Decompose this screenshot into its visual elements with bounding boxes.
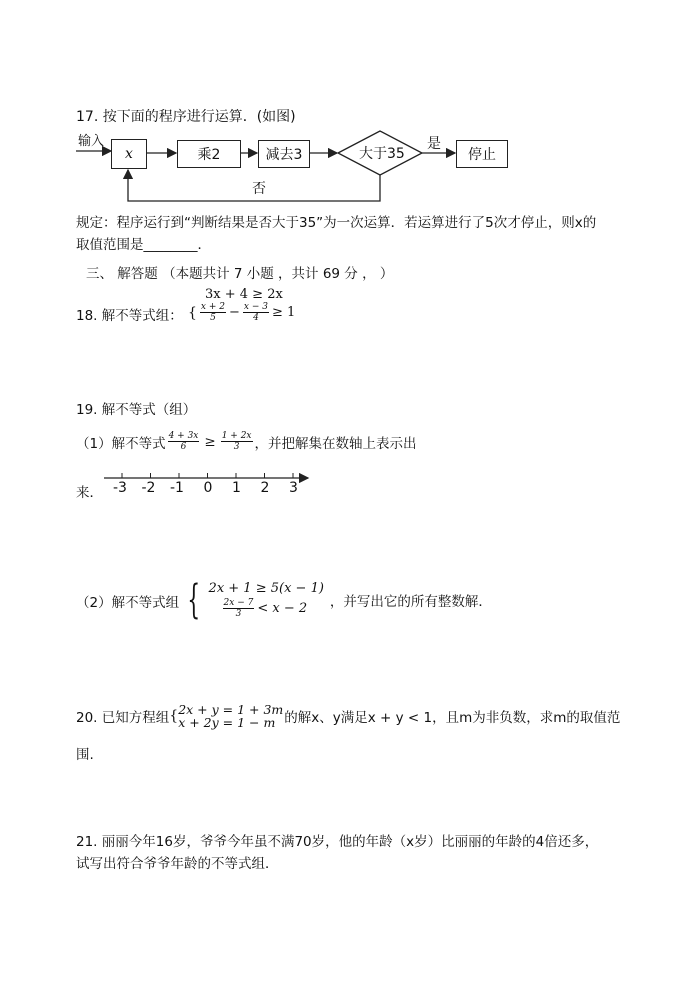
q19-p1-frac-left: $\frac{4 + 3x}{6}$ [168,431,199,452]
q18-line1: 3x + 4 ≥ 2x [205,287,283,302]
q18-brace: { [188,304,197,321]
flow-input-label: 输入 [78,134,105,149]
q19-p2-frac: $\frac{2x - 7}{3}$ [223,598,254,619]
q19-part2 [76,577,492,623]
number-line-tick-label: 1 [232,480,241,496]
q20-continuation: 围. [76,747,94,763]
q18-frac2: $\frac{x - 3}{4}$ [243,302,268,323]
q20-brace: { [169,708,179,724]
q21-line1: 21. 丽丽今年16岁，爷爷今年虽不满70岁，他的年龄（x岁）比丽丽的年龄的4倍还多， [76,834,599,850]
number-line-tick-label: -2 [141,480,156,496]
q19-p2-brace: { [187,577,201,623]
flow-box-multiply: 乘2 [177,140,241,168]
number-line-tick-label: 3 [289,480,298,496]
q19-p2-prefix: （2）解不等式组 [76,595,180,611]
flow-diamond-label: 大于35 [359,146,405,162]
q19-p1-suffix: ，并把解集在数轴上表示出 [254,435,417,452]
q19-p1-frac-right: $\frac{1 + 2x}{3}$ [221,431,252,452]
number-line-tick-label: -3 [113,480,127,496]
q17-heading: 17. 按下面的程序进行运算．(如图) [76,109,296,125]
q19-heading: 19. 解不等式（组） [76,402,197,418]
q18-minus: − [229,305,240,320]
flow-yes-label: 是 [427,136,441,152]
number-line-tick-label: 0 [203,480,213,496]
q19-p2-line2: $\frac{2x - 7}{3}$ < x − 2 [223,598,308,619]
q19-p1-prefix: （1）解不等式 [76,435,166,452]
q19-p2-suffix: ，并写出它的所有整数解． [329,594,492,610]
number-line-tick-label: -1 [170,480,184,496]
q20-eq1: 2x + y = 1 + 3m [178,702,284,717]
q17-rule-line1: 规定：程序运行到“判断结果是否大于35”为一次运算．若运算进行了5次才停止，则x的 [76,215,597,231]
number-line-tick-label: 2 [260,480,270,496]
q21-line2: 试写出符合爷爷年龄的不等式组． [76,856,279,872]
q18-tail: ≥ 1 [271,305,296,320]
q19-p2-system [209,581,324,619]
q20-label: 20. 已知方程组 [76,710,170,726]
flow-box-stop: 停止 [456,140,508,168]
q20-eq2: x + 2y = 1 − m [178,715,276,730]
q17-rule-line2: 取值范围是________． [76,237,211,253]
q20 [76,703,620,729]
flow-box-subtract: 减去3 [258,140,310,168]
q18-label: 18. 解不等式组： [76,308,183,324]
q18-frac1: $\frac{x + 2}{5}$ [200,302,225,323]
q20-text: 的解x、y满足x + y < 1，且m为非负数，求m的取值范 [284,710,621,726]
q19-p1-continuation: 来． [76,485,103,501]
q20-system [178,703,283,729]
q19-p2-line1: 2x + 1 ≥ 5(x − 1) [208,581,324,596]
q19-p1-ge: ≥ [204,433,216,450]
section-heading: 三、 解答题 （本题共计 7 小题 ，共计 69 分 ， ） [86,266,394,282]
flow-no-label: 否 [252,181,266,197]
flow-box-x: x [111,139,147,169]
